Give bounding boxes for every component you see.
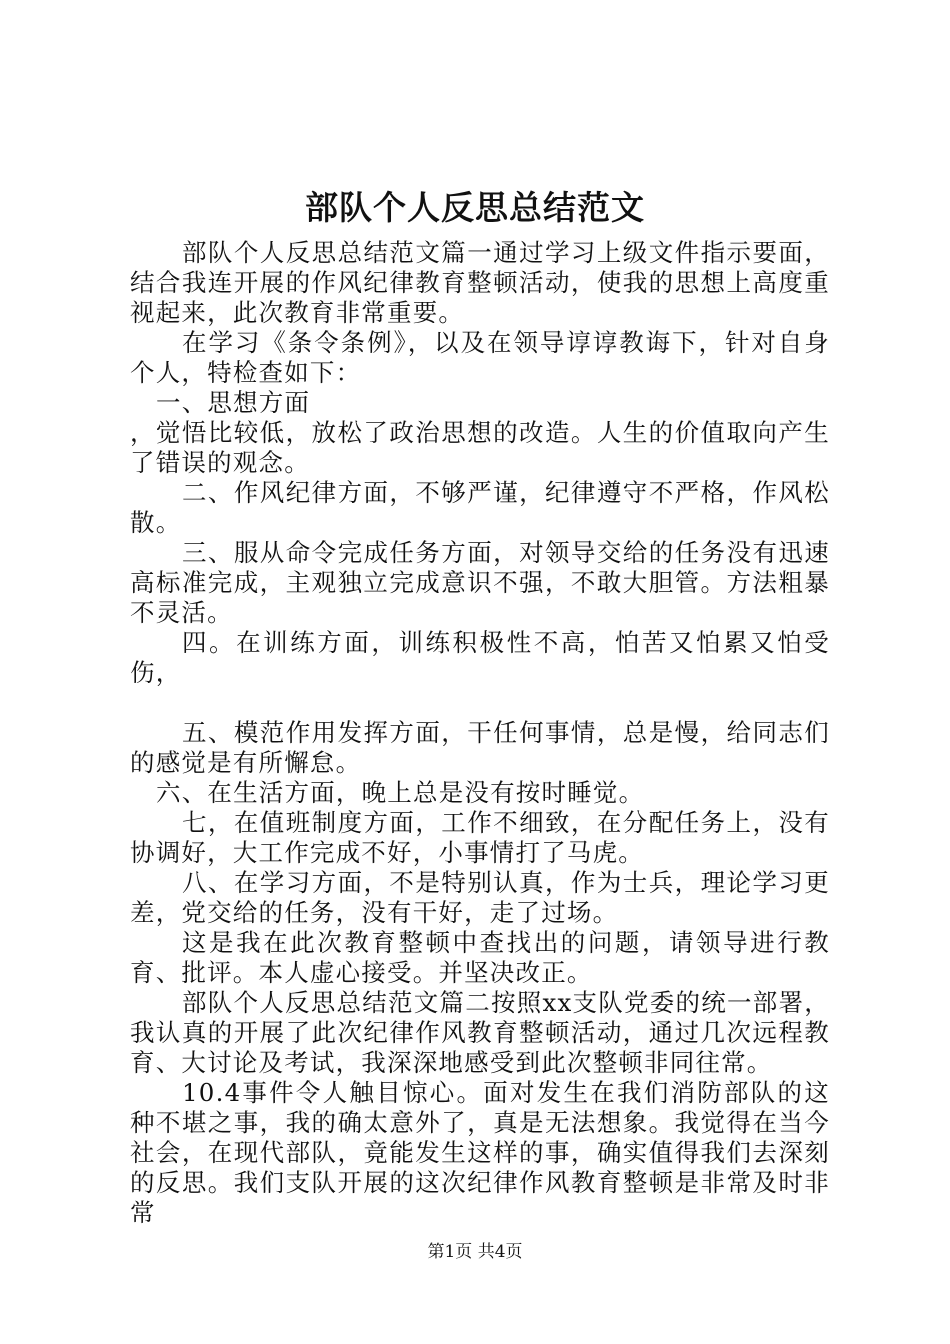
paragraph: ，觉悟比较低，放松了政治思想的改造。人生的价值取向产生了错误的观念。 bbox=[130, 418, 830, 477]
paragraph: 四。在训练方面，训练积极性不高，怕苦又怕累又怕受伤， bbox=[130, 628, 830, 687]
paragraph: 10.4事件令人触目惊心。面对发生在我们消防部队的这种不堪之事，我的确太意外了，真是无法想象。我觉得在当今社会，在现代部队，竟能发生这样的事，确实值得我们去深刻的反思。我们支队开展的这次纪律作风教育整顿是非常及时非常 bbox=[130, 1078, 830, 1227]
paragraph: 一、思想方面 bbox=[156, 388, 311, 417]
page-footer: 第1页 共4页 bbox=[427, 1242, 523, 1262]
paragraph: 部队个人反思总结范文篇一通过学习上级文件指示要面，结合我连开展的作风纪律教育整顿活动，使我的思想上高度重视起来，此次教育非常重要。 bbox=[130, 238, 830, 327]
paragraph: 部队个人反思总结范文篇二按照xx支队党委的统一部署，我认真的开展了此次纪律作风教育整顿活动，通过几次远程教育、大讨论及考试，我深深地感受到此次整顿非同往常。 bbox=[130, 988, 830, 1077]
paragraph: 二、作风纪律方面，不够严谨，纪律遵守不严格，作风松散。 bbox=[130, 478, 830, 537]
paragraph: 六、在生活方面，晚上总是没有按时睡觉。 bbox=[156, 778, 645, 807]
paragraph: 这是我在此次教育整顿中查找出的问题，请领导进行教育、批评。本人虚心接受。并坚决改正。 bbox=[130, 928, 830, 987]
document-title: 部队个人反思总结范文 bbox=[305, 188, 645, 227]
paragraph: 八、在学习方面，不是特别认真，作为士兵，理论学习更差，党交给的任务，没有干好，走了过场。 bbox=[130, 868, 830, 927]
paragraph: 七，在值班制度方面，工作不细致，在分配任务上，没有协调好，大工作完成不好，小事情打了马虎。 bbox=[130, 808, 830, 867]
paragraph: 在学习《条令条例》，以及在领导谆谆教诲下，针对自身个人，特检查如下： bbox=[130, 328, 830, 387]
paragraph: 三、服从命令完成任务方面，对领导交给的任务没有迅速高标准完成，主观独立完成意识不强，不敢大胆管。方法粗暴不灵活。 bbox=[130, 538, 830, 627]
document-body bbox=[130, 238, 830, 1228]
paragraph-gap bbox=[130, 688, 830, 718]
paragraph: 五、模范作用发挥方面，干任何事情，总是慢，给同志们的感觉是有所懈怠。 bbox=[130, 718, 830, 777]
